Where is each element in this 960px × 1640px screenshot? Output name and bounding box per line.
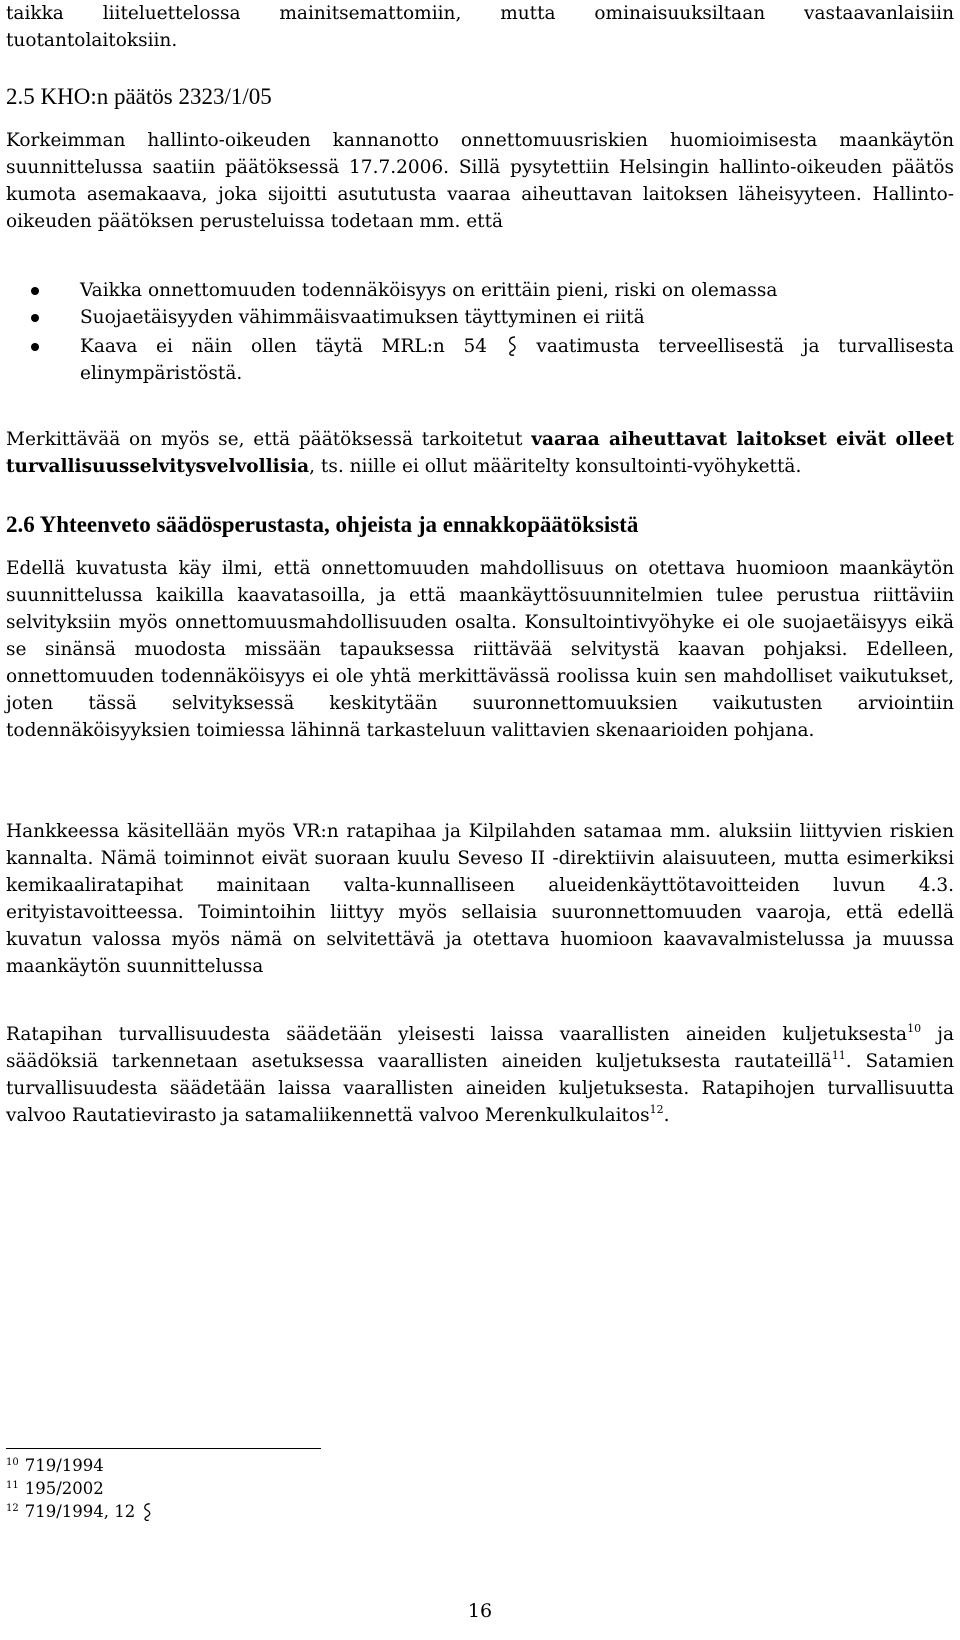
summary-paragraph: Edellä kuvatusta käy ilmi, että onnettomuuden mahdollisuus on otettava huomioon maankäytön suunnittelussa kaikilla kaavatasoilla, ja että maankäyttösuunnitelmien tulee perustua riittäviin selvityksiin myös onnettomuusmahdollisuuden osalta. Konsultointivyöhyke ei ole suojaetäisyys eikä se sinänsä muodosta missään tapauksessa riittävää selvitystä kaavan pohjaksi. Edelleen, onnettomuuden todennäköisyys ei ole yhtä merkittävässä roolissa kuin sen mahdolliset vaikutukset, joten tässä selvityksessä keskitytään suuronnettomuuksien vaikutusten arviointiin todennäköisyyksien toimiessa lähinnä tarkasteluun valittavien skenaarioiden pohjana. xyxy=(6,558,954,741)
intro-line-2: tuotantolaitoksiin. xyxy=(6,30,178,51)
bullet-dot xyxy=(31,343,39,351)
bullet-dot xyxy=(31,314,39,322)
footnote-11: $^{11}$ 195/2002 xyxy=(6,1479,104,1498)
bullet-list xyxy=(6,277,954,387)
intro-paragraph xyxy=(6,0,954,54)
project-paragraph: Hankkeessa käsitellään myös VR:n ratapihaa ja Kilpilahden satamaa mm. aluksiin liittyvien riskien kannalta. Nämä toiminnot eivät suoraan kuulu Seveso II -direktiivin alaisuuteen, mutta esimerkiksi kemikaaliratapihat mainitaan valta-kunnalliseen alueidenkäyttötavoitteiden luvun 4.3. erityistavoitteessa. Toimintoihin liittyy myös sellaisia suuronnettomuuden vaaroja, että edellä kuvatun valossa myös nämä on selvitettävä ja otettava huomioon kaavavalmistelussa ja muussa maankäytön suunnittelussa xyxy=(6,821,954,977)
footnote-separator xyxy=(6,1448,321,1449)
bullet-item-1: Vaikka onnettomuuden todennäköisyys on erittäin pieni, riski on olemassa xyxy=(6,277,954,304)
bullet-dot xyxy=(31,287,39,295)
section-heading-2-5: 2.5 KHO:n päätös 2323/1/05 xyxy=(6,84,272,109)
footnote-12: $^{12}$ 719/1994, 12 xyxy=(6,1501,153,1523)
section-heading-2-6: 2.6 Yhteenveto säädösperustasta, ohjeista ja ennakkopäätöksistä xyxy=(6,512,639,537)
page-number: 16 xyxy=(467,1600,493,1622)
section-sign-icon xyxy=(141,1502,153,1522)
bullet-item-2: Suojaetäisyyden vähimmäisvaatimuksen täyttyminen ei riitä xyxy=(6,304,954,331)
intro-line-1: taikka liiteluettelossa mainitsemattomiin, mutta ominaisuuksiltaan vastaavanlaisiin xyxy=(6,3,954,24)
footnote-ref-10[interactable]: 10 xyxy=(907,1022,922,1035)
footnote-ref-11[interactable]: 11 xyxy=(831,1049,846,1062)
note-paragraph: Merkittävää on myös se, että päätöksessä tarkoitetut vaaraa aiheuttavat laitokset eivät olleet turvallisuusselvitysvelvollisia, ts. niille ei ollut määritelty konsultointi-vyöhykettä. xyxy=(6,429,954,477)
footnote-ref-12[interactable]: 12 xyxy=(649,1103,664,1116)
bullet-item-3: Kaava ei näin ollen täytä MRL:n 54 vaatimusta terveellisestä ja turvallisesta elinympäristöstä. xyxy=(6,333,954,387)
emphasis-text: vaaraa aiheuttavat laitokset eivät olleet turvallisuusselvitysvelvollisia xyxy=(6,429,954,477)
kho-paragraph: Korkeimman hallinto-oikeuden kannanotto onnettomuusriskien huomioimisesta maankäytön suunnittelussa saatiin päätöksessä 17.7.2006. Sillä pysytettiin Helsingin hallinto-oikeuden päätös kumota asemakaava, joka sijoitti asututusta vaaraa aiheuttavan laitoksen läheisyyteen. Hallinto-oikeuden päätöksen perusteluissa todetaan mm. että xyxy=(6,130,954,232)
railway-paragraph: Ratapihan turvallisuudesta säädetään yleisesti laissa vaarallisten aineiden kuljetuksesta$^{10}$ ja säädöksiä tarkennetaan asetuksessa vaarallisten aineiden kuljetuksesta rautateillä$^{11}$. Satamien turvallisuudesta säädetään laissa vaarallisten aineiden kuljetuksesta. Ratapihojen turvallisuutta valvoo Rautatievirasto ja satamaliikennettä valvoo Merenkulkulaitos$^{12}$. xyxy=(6,1022,954,1126)
footnote-10: $^{10}$ 719/1994 xyxy=(6,1456,104,1475)
section-sign-icon xyxy=(506,335,518,357)
